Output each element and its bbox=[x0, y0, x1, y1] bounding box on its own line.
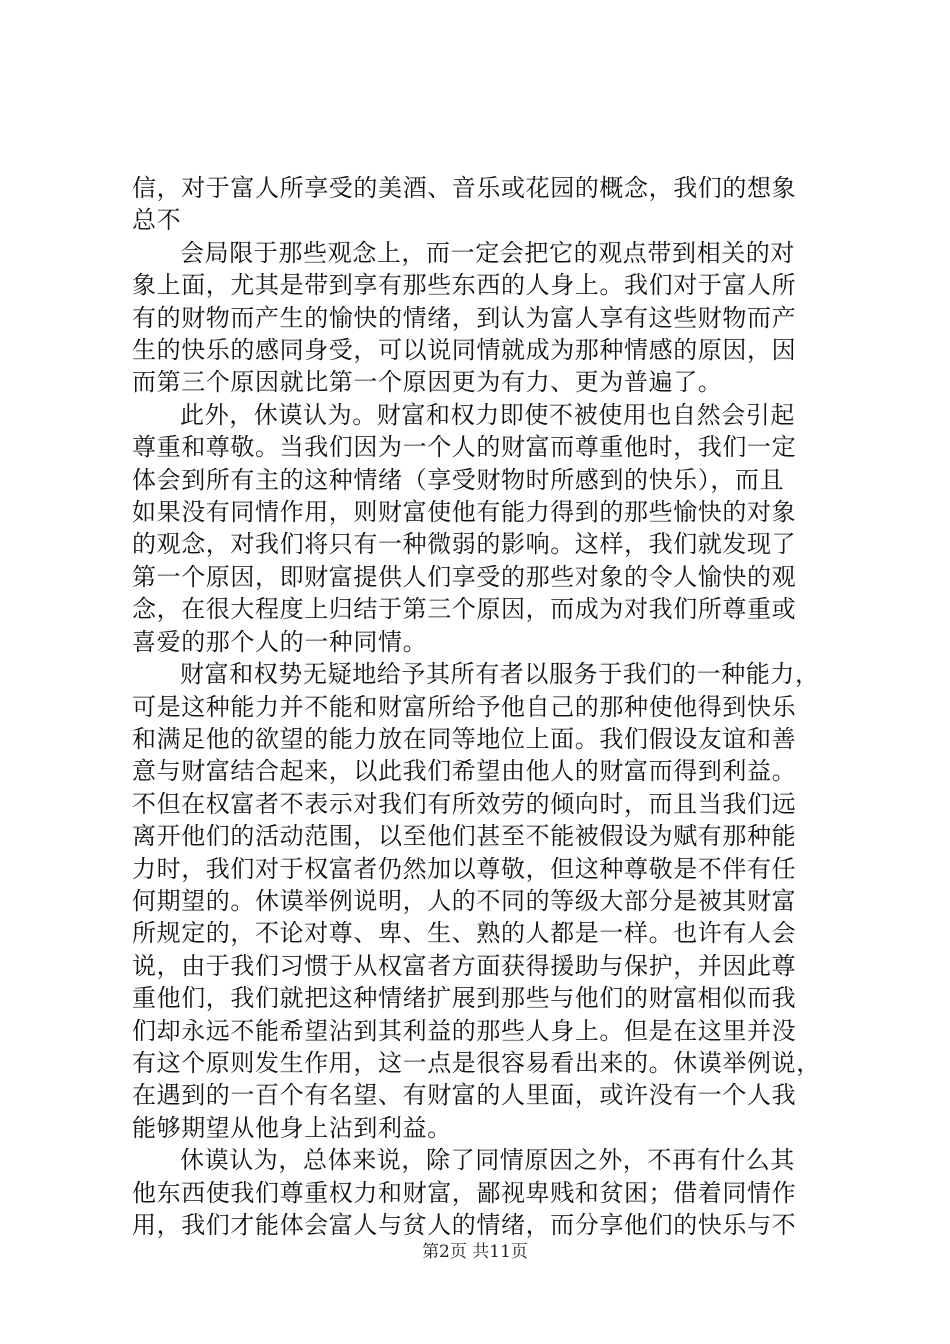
text-line: 说，由于我们习惯于从权富者方面获得援助与保护，并因此尊 bbox=[132, 951, 797, 980]
text-line: 的观念，对我们将只有一种微弱的影响。这样，我们就发现了 bbox=[132, 530, 797, 559]
paragraph bbox=[132, 1144, 832, 1241]
text-line: 力时，我们对于权富者仍然加以尊敬，但这种尊敬是不伴有任 bbox=[132, 854, 797, 883]
text-line: 有这个原则发生作用，这一点是很容易看出来的。休谟举例说， bbox=[132, 1048, 821, 1077]
text-line: 所规定的，不论对尊、卑、生、熟的人都是一样。也许有人会 bbox=[132, 919, 797, 948]
text-line: 可是这种能力并不能和财富所给予他自己的那种使他得到快乐 bbox=[132, 692, 797, 721]
text-line: 意与财富结合起来，以此我们希望由他人的财富而得到利益。 bbox=[132, 757, 797, 786]
text-line: 有的财物而产生的愉快的情绪，到认为富人享有这些财物而产 bbox=[132, 303, 797, 332]
text-line: 念，在很大程度上归结于第三个原因，而成为对我们所尊重或 bbox=[132, 595, 797, 624]
text-line: 不但在权富者不表示对我们有所效劳的倾向时，而且当我们远 bbox=[132, 789, 797, 818]
text-line: 离开他们的活动范围，以至他们甚至不能被假设为赋有那种能 bbox=[132, 822, 797, 851]
text-line: 他东西使我们尊重权力和财富，鄙视卑贱和贫困；借着同情作 bbox=[132, 1178, 797, 1207]
text-line: 何期望的。休谟举例说明，人的不同的等级大部分是被其财富 bbox=[132, 886, 797, 915]
paragraph bbox=[132, 658, 832, 1144]
text-line: 而第三个原因就比第一个原因更为有力、更为普遍了。 bbox=[132, 368, 723, 397]
text-line: 体会到所有主的这种情绪（享受财物时所感到的快乐），而且 bbox=[132, 465, 785, 494]
text-line: 能够期望从他身上沾到利益。 bbox=[132, 1113, 452, 1142]
text-line: 在遇到的一百个有名望、有财富的人里面，或许没有一个人我 bbox=[132, 1081, 797, 1110]
paragraph bbox=[132, 399, 832, 658]
text-line: 喜爱的那个人的一种同情。 bbox=[132, 627, 428, 656]
paragraph bbox=[132, 237, 832, 399]
paragraph bbox=[132, 172, 832, 237]
page-footer: 第2页 共11页 bbox=[422, 1242, 528, 1262]
text-line: 重他们，我们就把这种情绪扩展到那些与他们的财富相似而我 bbox=[132, 984, 797, 1013]
text-line: 总不 bbox=[132, 206, 182, 235]
text-line: 尊重和尊敬。当我们因为一个人的财富而尊重他时，我们一定 bbox=[132, 433, 797, 462]
text-line: 如果没有同情作用，则财富使他有能力得到的那些愉快的对象 bbox=[132, 498, 797, 527]
text-line: 休谟认为，总体来说，除了同情原因之外，不再有什么其 bbox=[180, 1146, 795, 1175]
text-line: 和满足他的欲望的能力放在同等地位上面。我们假设友谊和善 bbox=[132, 724, 797, 753]
text-line: 生的快乐的感同身受，可以说同情就成为那种情感的原因，因 bbox=[132, 336, 797, 365]
text-line: 象上面，尤其是带到享有那些东西的人身上。我们对于富人所 bbox=[132, 271, 797, 300]
text-line: 用，我们才能体会富人与贫人的情绪，而分享他们的快乐与不 bbox=[132, 1211, 797, 1239]
text-line: 此外，休谟认为。财富和权力即使不被使用也自然会引起 bbox=[180, 400, 795, 429]
text-line: 财富和权势无疑地给予其所有者以服务于我们的一种能力， bbox=[180, 660, 820, 689]
text-line: 们却永远不能希望沾到其利益的那些人身上。但是在这里并没 bbox=[132, 1016, 797, 1045]
body-text bbox=[132, 172, 832, 1241]
text-line: 信，对于富人所享受的美酒、音乐或花园的概念，我们的想象 bbox=[132, 174, 797, 202]
text-line: 第一个原因，即财富提供人们享受的那些对象的令人愉快的观 bbox=[132, 562, 797, 591]
text-line: 会局限于那些观念上，而一定会把它的观点带到相关的对 bbox=[180, 238, 795, 267]
